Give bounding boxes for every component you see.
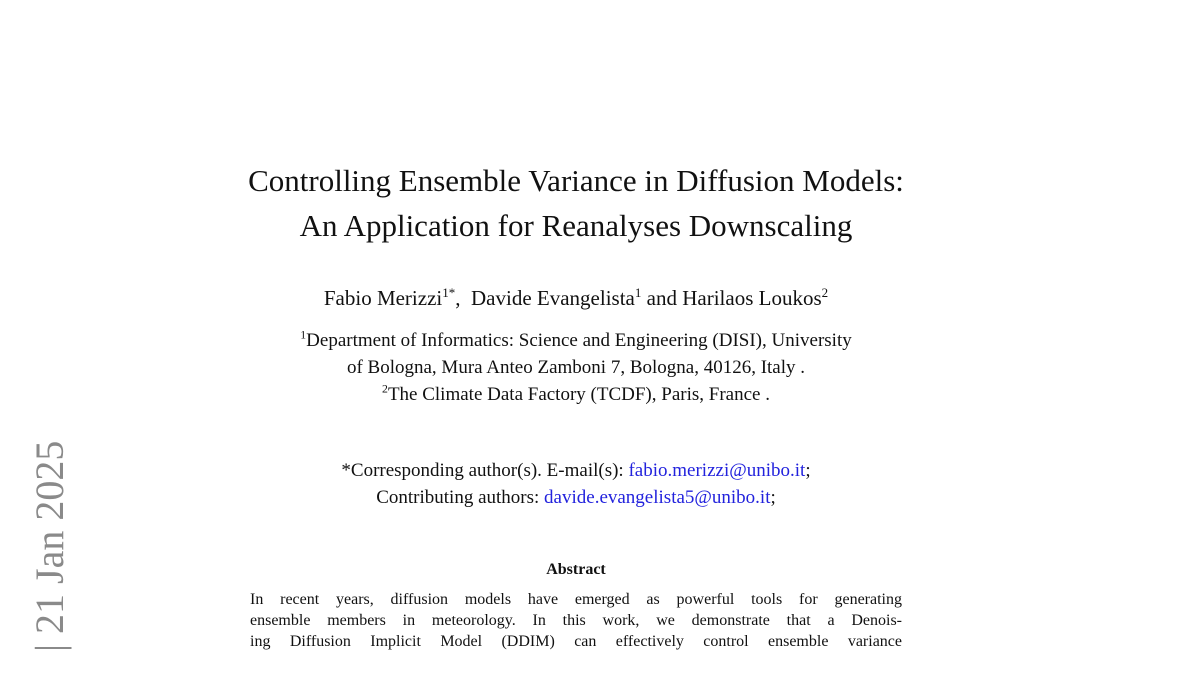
paper-title — [0, 158, 1152, 248]
affiliation-1-line-1 — [0, 327, 1152, 354]
corresponding-author-line — [0, 457, 1152, 484]
abstract-line-3: ing Diffusion Implicit Model (DDIM) can effectively control ensemble variance — [250, 633, 902, 650]
corresponding-suffix: ; — [805, 460, 811, 481]
title-line-1: Controlling Ensemble Variance in Diffusion Models: — [248, 163, 904, 198]
correspondence-block — [0, 457, 1152, 511]
author-separator-2: and — [641, 286, 683, 310]
affiliation-2-mark: 2 — [382, 382, 388, 396]
affiliation-1-mark: 1 — [300, 328, 307, 342]
contributing-email-link[interactable]: davide.evangelista5@unibo.it — [544, 487, 771, 508]
corresponding-label: *Corresponding author(s). E-mail(s): — [341, 460, 629, 481]
affiliation-2-text: The Climate Data Factory (TCDF), Paris, France . — [387, 384, 770, 405]
contributing-label: Contributing authors: — [376, 487, 545, 508]
author-3-affil-mark: 2 — [821, 284, 829, 300]
author-separator-1: , — [455, 286, 472, 310]
abstract-text — [250, 589, 902, 652]
arxiv-date-stamp: | 21 Jan 2025 — [27, 440, 72, 652]
contributing-suffix: ; — [770, 487, 776, 508]
author-1-name: Fabio Merizzi — [323, 286, 443, 310]
author-2-name: Davide Evangelista — [471, 286, 635, 310]
corresponding-email-link[interactable]: fabio.merizzi@unibo.it — [628, 460, 806, 481]
affiliation-2-line — [0, 381, 1152, 408]
author-3-name: Harilaos Loukos — [682, 286, 822, 310]
contributing-authors-line — [0, 484, 1152, 511]
author-list — [0, 284, 1152, 312]
affiliations — [0, 327, 1152, 408]
author-1-affil-mark: 1* — [442, 284, 456, 300]
abstract-heading: Abstract — [546, 561, 606, 578]
title-line-2: An Application for Reanalyses Downscaling — [299, 208, 853, 243]
author-2-affil-mark: 1 — [634, 284, 642, 300]
affiliation-1-text: Department of Informatics: Science and Engineering (DISI), University — [306, 330, 852, 351]
affiliation-1-line-2: of Bologna, Mura Anteo Zamboni 7, Bologna, 40126, Italy . — [346, 357, 806, 378]
abstract-line-2: ensemble members in meteorology. In this work, we demonstrate that a Denois- — [250, 612, 902, 629]
abstract-line-1: In recent years, diffusion models have emerged as powerful tools for generating — [250, 591, 902, 608]
